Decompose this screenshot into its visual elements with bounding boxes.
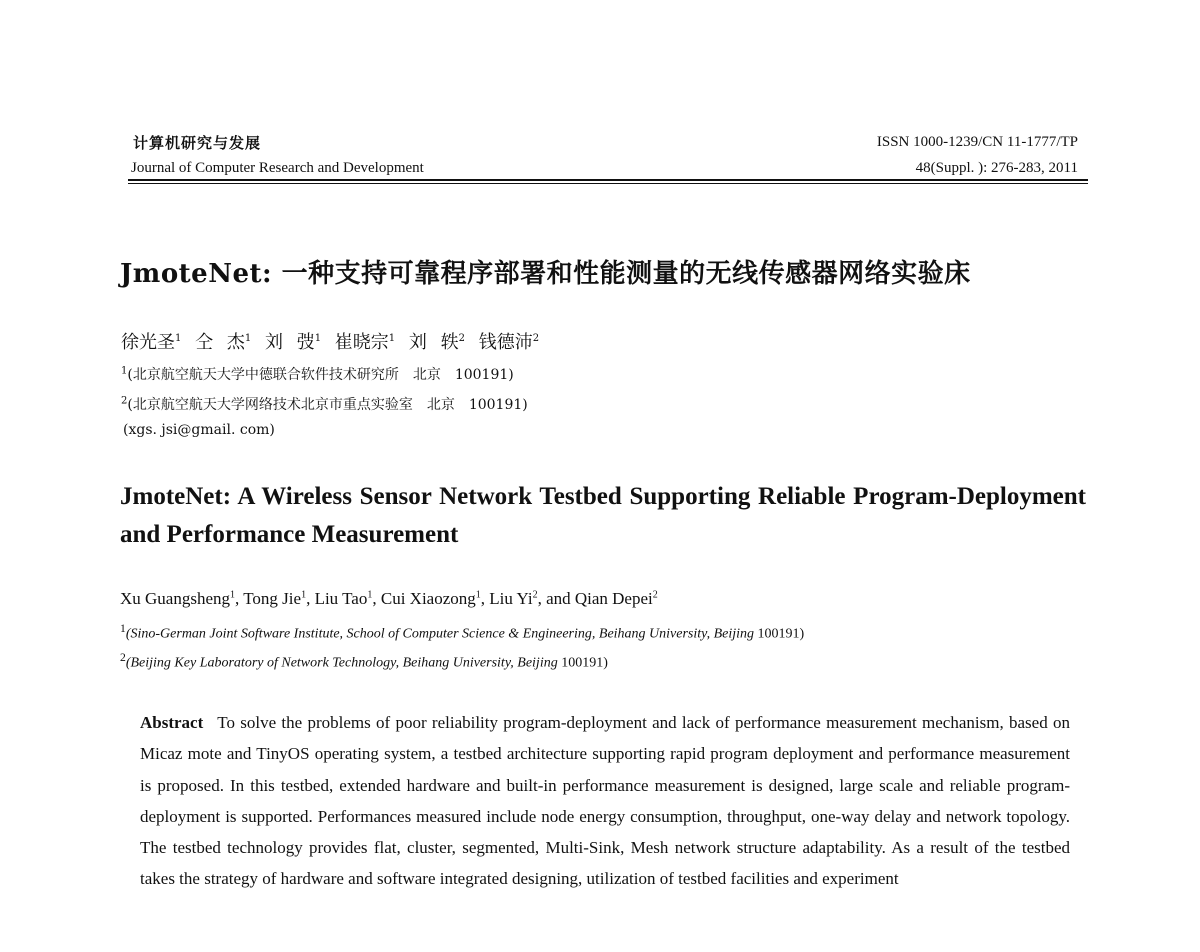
- abstract-text: To solve the problems of poor reliability program-deployment and lack of performance measurement mechanism, based on Micaz mote and TinyOS operating system, a testbed architecture supporting rapid program deployment and performance measurement is proposed. In this testbed, extended hardware and built-in performance measurement is designed, large scale and reliable program-deployment is supported. Performances measured include node energy consumption, throughput, one-way delay and network topology. The testbed technology provides flat, cluster, segmented, Multi-Sink, Mesh network structure adaptability. As a result of the testbed takes the strategy of hardware and software integrated designing, utilization of testbed facilities and experiment: [140, 713, 1070, 889]
- author-en: Liu Tao$^1$: [314, 589, 373, 608]
- journal-volume: 48(Suppl. ): 276-283, 2011: [915, 160, 1078, 176]
- affiliation-cn: $^1$(北京航空航天大学中德联合软件技术研究所 北京 100191): [121, 365, 514, 383]
- author-cn: 徐光圣$^1$: [121, 332, 182, 353]
- author-cn: 刘 弢$^1$: [264, 332, 322, 353]
- paper-title-cn: JmoteNet: 一种支持可靠程序部署和性能测量的无线传感器网络实验床: [120, 259, 971, 289]
- author-cn: 刘 轶$^2$: [408, 332, 466, 353]
- header-rule-thick: [128, 179, 1088, 181]
- contact-email: (xgs. jsi@gmail. com): [123, 422, 275, 438]
- author-cn: 仝 杰$^1$: [195, 332, 252, 353]
- header-rule-thin: [128, 183, 1088, 184]
- author-en: and Qian Depei$^2$: [546, 589, 658, 608]
- author-list-cn: [121, 328, 539, 354]
- author-en: Liu Yi$^2$: [489, 589, 538, 608]
- author-en: Tong Jie$^1$: [243, 589, 307, 608]
- affiliation-cn: $^2$(北京航空航天大学网络技术北京市重点实验室 北京 100191): [121, 395, 528, 413]
- paper-title-en: JmoteNet: A Wireless Sensor Network Testbed Supporting Reliable Program-Deployment and Performance Measurement: [120, 483, 1086, 548]
- author-list-en: Xu Guangsheng$^1$, Tong Jie$^1$, Liu Tao$^1$, Cui Xiaozong$^1$, Liu Yi$^2$, and Qian Depei$^2$: [120, 589, 658, 608]
- abstract-paragraph: [140, 707, 1070, 895]
- affiliation-en: $^1$(Sino-German Joint Software Institute, School of Computer Science & Engineering, Beihang University, Beijing 100191): [120, 622, 805, 642]
- journal-name-en: Journal of Computer Research and Development: [131, 160, 424, 176]
- abstract-label: Abstract: [140, 713, 204, 732]
- author-en: Xu Guangsheng$^1$: [120, 589, 236, 608]
- journal-name-cn: 计算机研究与发展: [133, 134, 262, 152]
- author-en: Cui Xiaozong$^1$: [380, 589, 481, 608]
- author-cn: 钱德沛$^2$: [478, 332, 540, 353]
- affiliation-en: $^2$(Beijing Key Laboratory of Network Technology, Beihang University, Beijing 100191): [120, 651, 608, 671]
- author-cn: 崔晓宗$^1$: [334, 332, 396, 353]
- journal-issn: ISSN 1000-1239/CN 11-1777/TP: [876, 134, 1078, 150]
